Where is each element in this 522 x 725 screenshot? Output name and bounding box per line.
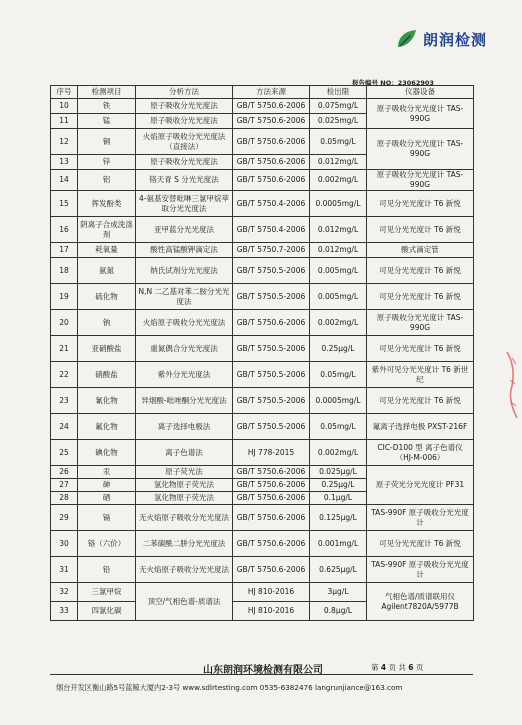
cell-item: 三氯甲烷 bbox=[78, 583, 136, 602]
cell-source: GB/T 5750.6-2006 bbox=[233, 492, 310, 505]
cell-no: 28 bbox=[51, 492, 78, 505]
cell-no: 21 bbox=[51, 336, 78, 362]
cell-source: GB/T 5750.4-2006 bbox=[233, 217, 310, 243]
cell-method: 离子选择电极法 bbox=[136, 414, 233, 440]
cell-method: 无火焰原子吸收分光光度法 bbox=[136, 557, 233, 583]
cell-source: GB/T 5750.7-2006 bbox=[233, 243, 310, 258]
cell-item: 亚硝酸盐 bbox=[78, 336, 136, 362]
cell-source: GB/T 5750.4-2006 bbox=[233, 191, 310, 217]
cell-item: 铁 bbox=[78, 99, 136, 114]
header-method: 分析方法 bbox=[136, 86, 233, 99]
cell-method: 顶空/气相色谱-质谱法 bbox=[136, 583, 233, 621]
cell-item: 铜 bbox=[78, 129, 136, 155]
cell-item: 四氯化碳 bbox=[78, 602, 136, 621]
cell-source: GB/T 5750.5-2006 bbox=[233, 414, 310, 440]
cell-no: 26 bbox=[51, 466, 78, 479]
header-item: 检测项目 bbox=[78, 86, 136, 99]
cell-limit: 0.8μg/L bbox=[310, 602, 367, 621]
cell-limit: 0.001mg/L bbox=[310, 531, 367, 557]
page-mid: 页 共 bbox=[388, 663, 406, 672]
cell-instrument: 紫外可见分光光度计 T6 新世纪 bbox=[367, 362, 474, 388]
cell-source: GB/T 5750.6-2006 bbox=[233, 170, 310, 191]
cell-source: GB/T 5750.5-2006 bbox=[233, 388, 310, 414]
cell-method: 酸性高锰酸钾滴定法 bbox=[136, 243, 233, 258]
table-row bbox=[51, 466, 474, 479]
cell-limit: 0.005mg/L bbox=[310, 284, 367, 310]
cell-instrument: 可见分光光度计 T6 新悦 bbox=[367, 191, 474, 217]
cell-limit: 0.012mg/L bbox=[310, 155, 367, 170]
cell-source: GB/T 5750.6-2006 bbox=[233, 479, 310, 492]
cell-item: 氟化物 bbox=[78, 414, 136, 440]
table-row bbox=[51, 583, 474, 602]
test-methods-table bbox=[50, 85, 474, 621]
cell-source: GB/T 5750.6-2006 bbox=[233, 99, 310, 114]
cell-source: GB/T 5750.6-2006 bbox=[233, 557, 310, 583]
cell-method: N,N 二乙基对苯二胺分光光度法 bbox=[136, 284, 233, 310]
cell-instrument: TAS-990F 原子吸收分光光度计 bbox=[367, 557, 474, 583]
company-logo bbox=[395, 26, 515, 52]
table-row bbox=[51, 191, 474, 217]
cell-limit: 0.012mg/L bbox=[310, 243, 367, 258]
cell-no: 32 bbox=[51, 583, 78, 602]
cell-limit: 0.05mg/L bbox=[310, 362, 367, 388]
header-source: 方法来源 bbox=[233, 86, 310, 99]
cell-limit: 0.002mg/L bbox=[310, 440, 367, 466]
cell-limit: 0.1μg/L bbox=[310, 492, 367, 505]
company-name: 山东朗润环境检测有限公司 bbox=[203, 665, 323, 676]
table-row bbox=[51, 217, 474, 243]
cell-no: 25 bbox=[51, 440, 78, 466]
cell-instrument: 可见分光光度计 T6 新悦 bbox=[367, 531, 474, 557]
cell-method: 火焰原子吸收分光光度法（直接法） bbox=[136, 129, 233, 155]
cell-source: GB/T 5750.6-2006 bbox=[233, 114, 310, 129]
cell-method: 氢化物原子荧光法 bbox=[136, 479, 233, 492]
cell-method: 氢化物原子荧光法 bbox=[136, 492, 233, 505]
cell-source: GB/T 5750.6-2006 bbox=[233, 466, 310, 479]
cell-item: 铬（六价） bbox=[78, 531, 136, 557]
cell-no: 30 bbox=[51, 531, 78, 557]
cell-no: 17 bbox=[51, 243, 78, 258]
table-row bbox=[51, 336, 474, 362]
cell-method: 纳氏试剂分光光度法 bbox=[136, 258, 233, 284]
cell-method: 离子色谱法 bbox=[136, 440, 233, 466]
cell-instrument: TAS-990F 原子吸收分光光度计 bbox=[367, 505, 474, 531]
cell-source: HJ 778-2015 bbox=[233, 440, 310, 466]
cell-source: GB/T 5750.5-2006 bbox=[233, 258, 310, 284]
header-instrument: 仪器设备 bbox=[367, 86, 474, 99]
cell-limit: 0.012mg/L bbox=[310, 217, 367, 243]
cell-no: 18 bbox=[51, 258, 78, 284]
table-row bbox=[51, 440, 474, 466]
cell-item: 耗氧量 bbox=[78, 243, 136, 258]
cell-instrument: 可见分光光度计 T6 新悦 bbox=[367, 217, 474, 243]
cell-instrument: 可见分光光度计 T6 新悦 bbox=[367, 284, 474, 310]
page-prefix: 第 bbox=[371, 663, 379, 672]
cell-method: 原子吸收分光光度法 bbox=[136, 155, 233, 170]
cell-source: GB/T 5750.6-2006 bbox=[233, 505, 310, 531]
table-row bbox=[51, 129, 474, 155]
cell-limit: 0.0005mg/L bbox=[310, 388, 367, 414]
cell-no: 29 bbox=[51, 505, 78, 531]
table-row bbox=[51, 99, 474, 114]
page-total: 6 bbox=[408, 663, 414, 672]
report-number: 报告编号 NO：23062903 bbox=[352, 79, 434, 87]
cell-source: GB/T 5750.6-2006 bbox=[233, 155, 310, 170]
cell-no: 16 bbox=[51, 217, 78, 243]
cell-limit: 3μg/L bbox=[310, 583, 367, 602]
cell-instrument: 原子荧光分光光度计 PF31 bbox=[367, 466, 474, 505]
cell-source: GB/T 5750.6-2006 bbox=[233, 531, 310, 557]
cell-no: 27 bbox=[51, 479, 78, 492]
cell-item: 硝酸盐 bbox=[78, 362, 136, 388]
cell-limit: 0.0005mg/L bbox=[310, 191, 367, 217]
cell-no: 33 bbox=[51, 602, 78, 621]
cell-item: 阴离子合成洗涤剂 bbox=[78, 217, 136, 243]
cell-no: 15 bbox=[51, 191, 78, 217]
cell-limit: 0.005mg/L bbox=[310, 258, 367, 284]
page-suffix: 页 bbox=[415, 663, 424, 672]
cell-item: 铝 bbox=[78, 170, 136, 191]
table-row bbox=[51, 362, 474, 388]
cell-limit: 0.25μg/L bbox=[310, 336, 367, 362]
cell-method: 二苯碳酰二肼分光光度法 bbox=[136, 531, 233, 557]
cell-source: GB/T 5750.5-2006 bbox=[233, 362, 310, 388]
cell-no: 23 bbox=[51, 388, 78, 414]
cell-item: 砷 bbox=[78, 479, 136, 492]
cell-no: 10 bbox=[51, 99, 78, 114]
cell-item: 氰化物 bbox=[78, 388, 136, 414]
cell-item: 镉 bbox=[78, 505, 136, 531]
header-no: 序号 bbox=[51, 86, 78, 99]
cell-no: 24 bbox=[51, 414, 78, 440]
cell-instrument: 可见分光光度计 T6 新悦 bbox=[367, 258, 474, 284]
header-limit: 检出限 bbox=[310, 86, 367, 99]
table-row bbox=[51, 170, 474, 191]
cell-method: 原子荧光法 bbox=[136, 466, 233, 479]
cell-source: GB/T 5750.6-2006 bbox=[233, 310, 310, 336]
cell-method: 紫外分光光度法 bbox=[136, 362, 233, 388]
cell-source: GB/T 5750.5-2006 bbox=[233, 336, 310, 362]
cell-limit: 0.05mg/L bbox=[310, 129, 367, 155]
cell-limit: 0.05mg/L bbox=[310, 414, 367, 440]
table-row bbox=[51, 284, 474, 310]
cell-item: 碘化物 bbox=[78, 440, 136, 466]
cell-method: 重氮偶合分光光度法 bbox=[136, 336, 233, 362]
cell-no: 14 bbox=[51, 170, 78, 191]
table-row bbox=[51, 388, 474, 414]
table-row bbox=[51, 505, 474, 531]
cell-limit: 0.625μg/L bbox=[310, 557, 367, 583]
logo-text: 朗润检测 bbox=[423, 30, 488, 49]
cell-source: GB/T 5750.5-2006 bbox=[233, 284, 310, 310]
cell-item: 汞 bbox=[78, 466, 136, 479]
cell-item: 锌 bbox=[78, 155, 136, 170]
cell-instrument: 气相色谱/质谱联用仪 Agilent7820A/5977B bbox=[367, 583, 474, 621]
cell-no: 13 bbox=[51, 155, 78, 170]
page-indicator bbox=[371, 662, 423, 673]
cell-instrument: 原子吸收分光光度计 TAS-990G bbox=[367, 310, 474, 336]
table-row bbox=[51, 243, 474, 258]
cell-no: 19 bbox=[51, 284, 78, 310]
cell-method: 亚甲蓝分光光度法 bbox=[136, 217, 233, 243]
cell-item: 氨氮 bbox=[78, 258, 136, 284]
table-row bbox=[51, 310, 474, 336]
cell-method: 铬天青 S 分光光度法 bbox=[136, 170, 233, 191]
cell-limit: 0.002mg/L bbox=[310, 310, 367, 336]
cell-source: HJ 810-2016 bbox=[233, 602, 310, 621]
table-row bbox=[51, 531, 474, 557]
table-row bbox=[51, 557, 474, 583]
cell-limit: 0.125μg/L bbox=[310, 505, 367, 531]
table-row bbox=[51, 258, 474, 284]
cell-item: 锰 bbox=[78, 114, 136, 129]
red-seal-edge-icon bbox=[505, 350, 519, 420]
cell-method: 原子吸收分光光度法 bbox=[136, 114, 233, 129]
cell-limit: 0.025mg/L bbox=[310, 114, 367, 129]
cell-instrument: 酸式滴定管 bbox=[367, 243, 474, 258]
cell-instrument: CIC-D100 型 离子色谱仪（HJ-M-006） bbox=[367, 440, 474, 466]
page-current: 4 bbox=[380, 663, 387, 672]
cell-instrument: 原子吸收分光光度计 TAS-990G bbox=[367, 99, 474, 129]
cell-item: 硒 bbox=[78, 492, 136, 505]
footer-divider bbox=[50, 674, 473, 675]
cell-method: 火焰原子吸收分光光度法 bbox=[136, 310, 233, 336]
cell-limit: 0.025μg/L bbox=[310, 466, 367, 479]
cell-method: 无火焰原子吸收分光光度法 bbox=[136, 505, 233, 531]
table-row bbox=[51, 414, 474, 440]
table-header-row bbox=[51, 86, 474, 99]
cell-instrument: 可见分光光度计 T6 新悦 bbox=[367, 336, 474, 362]
cell-no: 20 bbox=[51, 310, 78, 336]
cell-item: 硫化物 bbox=[78, 284, 136, 310]
cell-limit: 0.075mg/L bbox=[310, 99, 367, 114]
cell-method: 异烟酸-吡唑酮分光光度法 bbox=[136, 388, 233, 414]
cell-instrument: 可见分光光度计 T6 新悦 bbox=[367, 388, 474, 414]
cell-source: HJ 810-2016 bbox=[233, 583, 310, 602]
cell-no: 12 bbox=[51, 129, 78, 155]
cell-instrument: 氟离子选择电极 PXST-216F bbox=[367, 414, 474, 440]
cell-method: 原子吸收分光光度法 bbox=[136, 99, 233, 114]
cell-item: 铅 bbox=[78, 557, 136, 583]
cell-source: GB/T 5750.6-2006 bbox=[233, 129, 310, 155]
cell-method: 4-氨基安替吡啉三氯甲烷萃取分光光度法 bbox=[136, 191, 233, 217]
cell-no: 11 bbox=[51, 114, 78, 129]
cell-instrument: 原子吸收分光光度计 TAS-990G bbox=[367, 170, 474, 191]
cell-no: 22 bbox=[51, 362, 78, 388]
cell-item: 挥发酚类 bbox=[78, 191, 136, 217]
cell-instrument: 原子吸收分光光度计 TAS-990G bbox=[367, 129, 474, 170]
leaf-logo-icon bbox=[395, 27, 419, 51]
cell-item: 钠 bbox=[78, 310, 136, 336]
cell-no: 31 bbox=[51, 557, 78, 583]
cell-limit: 0.25μg/L bbox=[310, 479, 367, 492]
cell-limit: 0.002mg/L bbox=[310, 170, 367, 191]
footer-address: 烟台开发区衡山路5号蓝鲸大厦内2-3号 www.sdlrtesting.com 0535-6382476 langrunjiance@163.com bbox=[56, 683, 403, 692]
